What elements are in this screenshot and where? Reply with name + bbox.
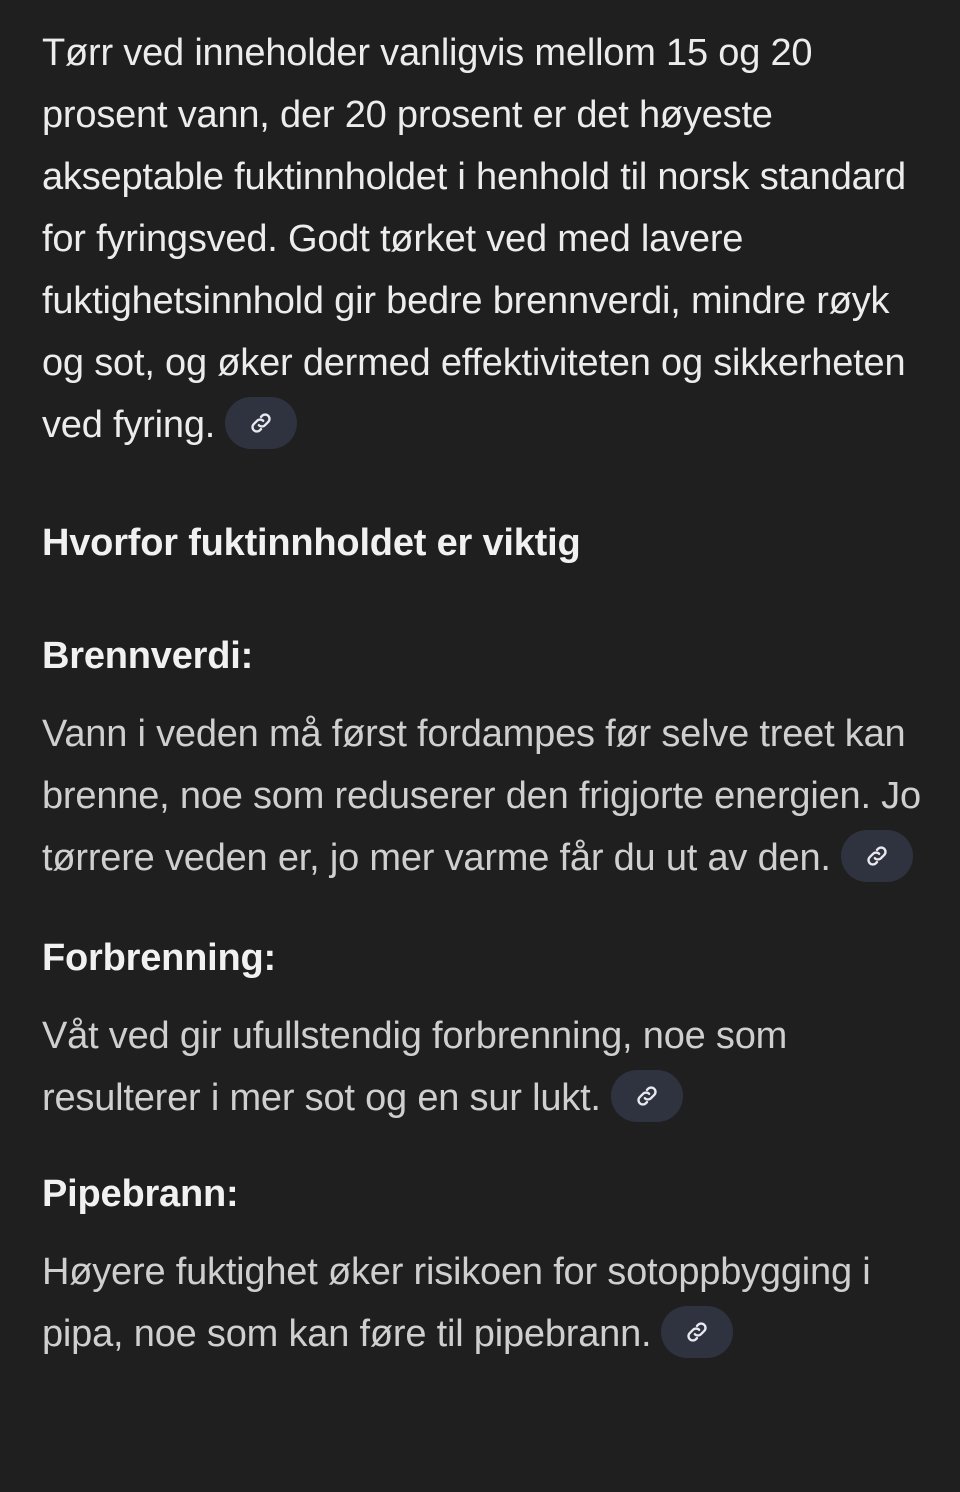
- section-heading: Hvorfor fuktinnholdet er viktig: [42, 522, 581, 564]
- item-text: Vann i veden må først fordampes før selve treet kan brenne, noe som reduserer den frigjorte energien. Jo tørrere veden er, jo mer varme får du ut av den.: [42, 713, 921, 879]
- item-text-paragraph: [42, 1005, 932, 1129]
- link-icon: [634, 1083, 660, 1109]
- source-link-button[interactable]: [611, 1070, 683, 1122]
- intro-paragraph: [42, 22, 932, 456]
- list-item: [42, 631, 932, 889]
- item-title: Forbrenning:: [42, 937, 277, 979]
- item-text-paragraph: [42, 703, 932, 889]
- item-title: Pipebrann:: [42, 1173, 239, 1215]
- source-link-button[interactable]: [841, 830, 913, 882]
- item-title: Brennverdi:: [42, 635, 254, 677]
- link-icon: [684, 1319, 710, 1345]
- source-link-button[interactable]: [661, 1306, 733, 1358]
- link-icon: [248, 410, 274, 436]
- item-text: Høyere fuktighet øker risikoen for sotoppbygging i pipa, noe som kan føre til pipebrann.: [42, 1251, 871, 1355]
- list-item: [42, 933, 932, 1129]
- link-icon: [864, 843, 890, 869]
- intro-text: Tørr ved inneholder vanligvis mellom 15 og 20 prosent vann, der 20 prosent er det høyeste akseptable fuktinnholdet i henhold til norsk standard for fyringsved. Godt tørket ved med lavere fuktighetsinnhold gir bedre brennverdi, mindre røyk og sot, og øker dermed effektiviteten og sikkerheten ved fyring.: [42, 32, 906, 446]
- item-text: Våt ved gir ufullstendig forbrenning, noe som resulterer i mer sot og en sur lukt.: [42, 1015, 788, 1119]
- list-item: [42, 1169, 932, 1365]
- item-text-paragraph: [42, 1241, 932, 1365]
- source-link-button[interactable]: [225, 397, 297, 449]
